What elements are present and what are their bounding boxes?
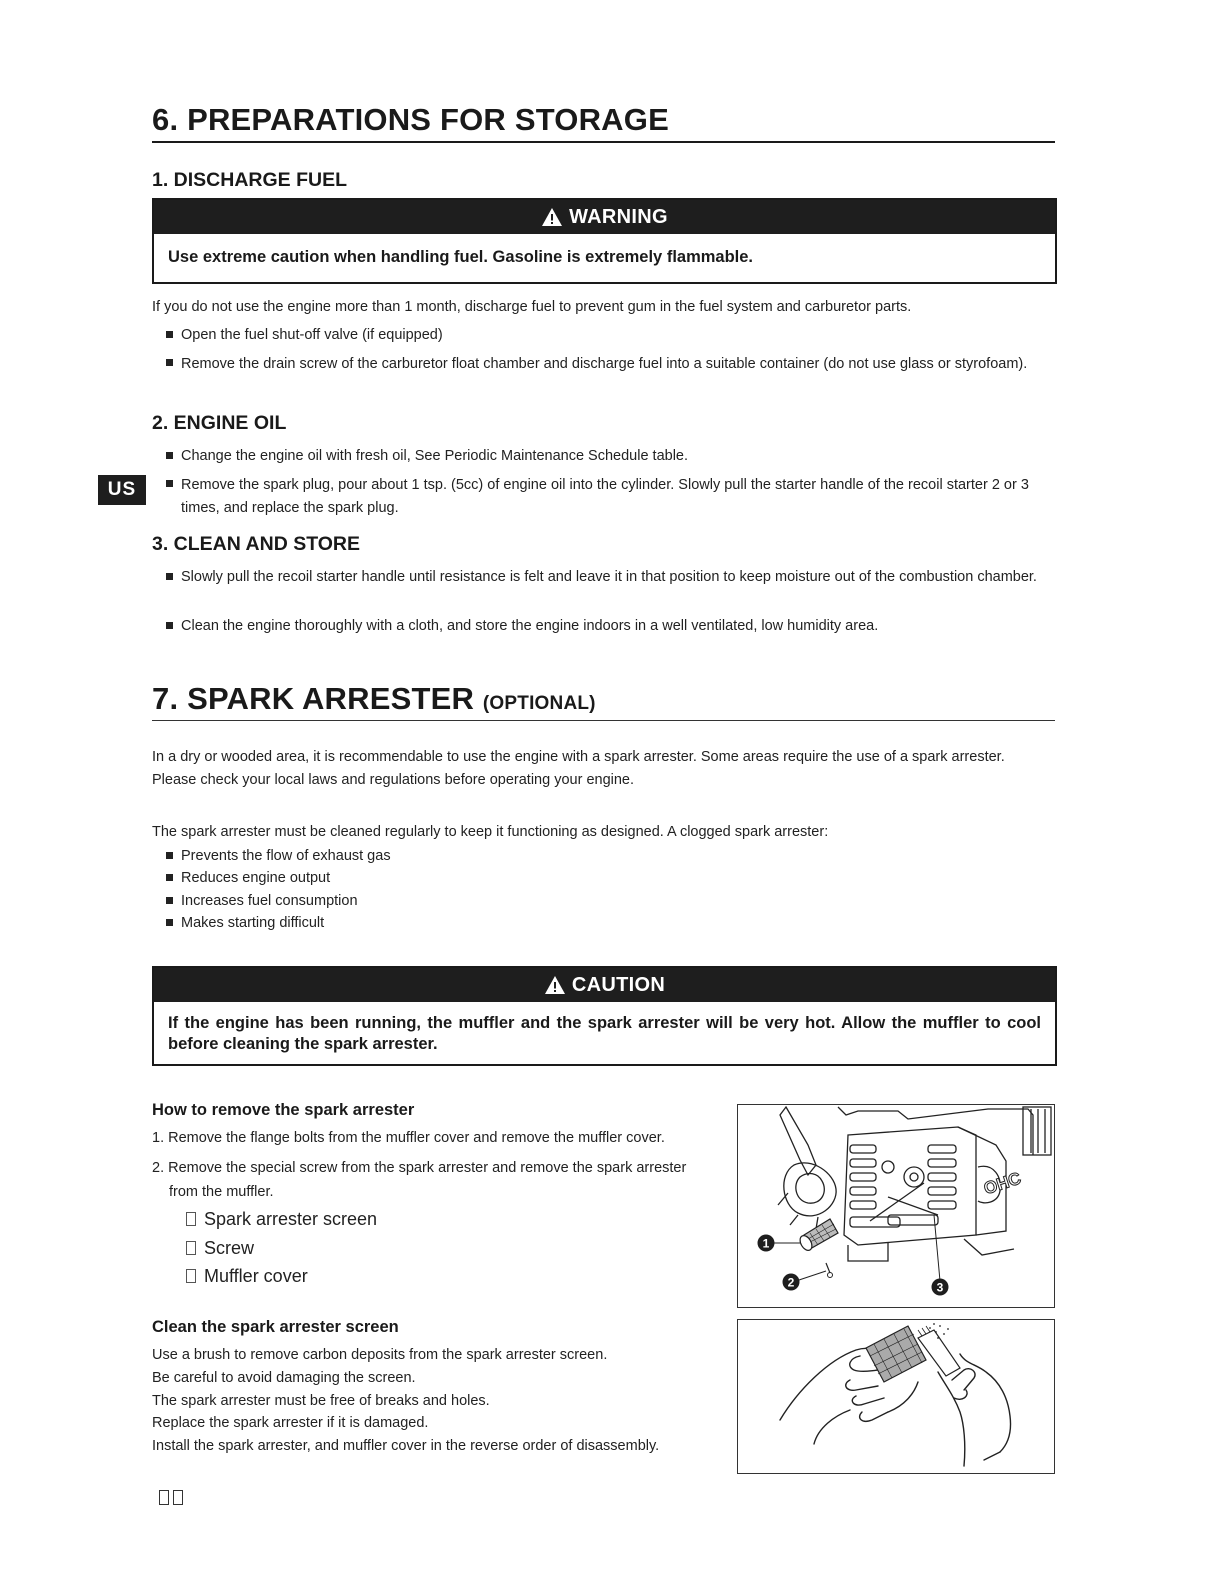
placeholder-glyph-icon [186, 1212, 196, 1226]
part-item [186, 1266, 308, 1287]
section-6-rule [152, 141, 1055, 143]
clean-line: The spark arrester must be free of breaks and holes. [152, 1393, 490, 1409]
remove-heading: How to remove the spark arrester [152, 1101, 415, 1119]
spark-arrester-part [798, 1219, 838, 1252]
remove-step-2-line1: 2. Remove the special screw from the spark arrester and remove the spark arrester [152, 1160, 687, 1176]
list-item: Prevents the flow of exhaust gas [166, 846, 781, 867]
warning-box [152, 198, 1057, 284]
placeholder-glyph-icon [173, 1490, 183, 1505]
callout-line [796, 1271, 826, 1281]
warning-triangle-icon [544, 975, 566, 995]
discharge-intro: If you do not use the engine more than 1 month, discharge fuel to prevent gum in the fuel system and carburetor parts. [152, 299, 912, 315]
callout-1 [758, 1235, 775, 1252]
list-item: Clean the engine thoroughly with a cloth, and store the engine indoors in a well ventilated, low humidity area. [166, 616, 1061, 637]
clean-store-heading: 3. CLEAN AND STORE [152, 533, 361, 555]
clean-line: Install the spark arrester, and muffler cover in the reverse order of disassembly. [152, 1438, 660, 1454]
section-7-title-main: 7. SPARK ARRESTER [152, 681, 475, 716]
part-label: Muffler cover [204, 1266, 308, 1286]
list-item: Makes starting difficult [166, 913, 781, 934]
clean-heading: Clean the spark arrester screen [152, 1318, 399, 1336]
callout-number: 3 [936, 1280, 944, 1295]
list-item: Reduces engine output [166, 868, 781, 889]
callout-2 [783, 1274, 800, 1291]
brushing-illustration [738, 1320, 1053, 1472]
clean-line: Be careful to avoid damaging the screen. [152, 1370, 416, 1386]
part-item [186, 1238, 254, 1259]
list-item: Slowly pull the recoil starter handle until resistance is felt and leave it in that position to keep moisture out of the combustion chamber. [166, 567, 1041, 588]
placeholder-glyph-icon [186, 1269, 196, 1283]
spark-intro-line2: Please check your local laws and regulations before operating your engine. [152, 772, 635, 788]
list-item: Remove the drain screw of the carburetor float chamber and discharge fuel into a suitable container (do not use glass or styrofoam). [166, 353, 1051, 376]
part-label: Spark arrester screen [204, 1209, 378, 1229]
section-6-title: 6. PREPARATIONS FOR STORAGE [152, 102, 669, 137]
brush-figure [737, 1319, 1055, 1474]
muffler-illustration [738, 1105, 1053, 1306]
engine-oil-heading: 2. ENGINE OIL [152, 412, 287, 434]
clean-line: Use a brush to remove carbon deposits from the spark arrester screen. [152, 1347, 608, 1363]
section-7-title-suffix: (OPTIONAL) [482, 693, 596, 714]
clean-line: Replace the spark arrester if it is damaged. [152, 1415, 429, 1431]
placeholder-glyph-icon [186, 1241, 196, 1255]
spark-intro-line1: In a dry or wooded area, it is recommendable to use the engine with a spark arrester. Some areas require the use of a spark arrester. [152, 749, 1005, 765]
list-item: Increases fuel consumption [166, 891, 781, 912]
discharge-fuel-heading: 1. DISCHARGE FUEL [152, 169, 348, 191]
callout-number: 2 [787, 1275, 795, 1290]
placeholder-glyph-icon [159, 1490, 169, 1505]
part-label: Screw [204, 1238, 255, 1258]
list-item: Remove the spark plug, pour about 1 tsp. (5cc) of engine oil into the cylinder. Slowly pull the starter handle of the recoil starter 2 or 3 times, and replace the spark plug. [166, 474, 1061, 520]
part-item [186, 1209, 377, 1230]
screen-part [866, 1326, 926, 1382]
section-7-title [152, 681, 596, 717]
callout-3 [932, 1279, 949, 1296]
screw-head [828, 1273, 833, 1278]
remove-step-1: 1. Remove the flange bolts from the muffler cover and remove the muffler cover. [152, 1130, 665, 1146]
caution-header [154, 968, 1055, 1002]
warning-text: Use extreme caution when handling fuel. Gasoline is extremely flammable. [168, 248, 754, 266]
warning-header [154, 200, 1055, 234]
engine-logo-text: OHC [981, 1168, 1024, 1199]
list-item: Change the engine oil with fresh oil, See Periodic Maintenance Schedule table. [166, 446, 1061, 467]
brush-tool [918, 1326, 960, 1376]
screw-part [826, 1263, 830, 1273]
section-7-rule [152, 720, 1055, 721]
caution-text: If the engine has been running, the muffler and the spark arrester will be very hot. Allow the muffler to cool before cleaning the spark arrester. [168, 1014, 1041, 1053]
remove-step-2-line2: from the muffler. [169, 1184, 274, 1200]
caution-box [152, 966, 1057, 1066]
list-item: Open the fuel shut-off valve (if equipped) [166, 325, 1061, 346]
page-number [159, 1490, 187, 1505]
caution-label: CAUTION [571, 973, 666, 996]
warning-label: WARNING [569, 205, 668, 228]
language-tab: US [98, 475, 146, 505]
warning-triangle-icon [541, 207, 563, 227]
clog-intro: The spark arrester must be cleaned regularly to keep it functioning as designed. A clogged spark arrester: [152, 824, 829, 840]
muffler-figure [737, 1104, 1055, 1308]
callout-number: 1 [762, 1236, 770, 1251]
